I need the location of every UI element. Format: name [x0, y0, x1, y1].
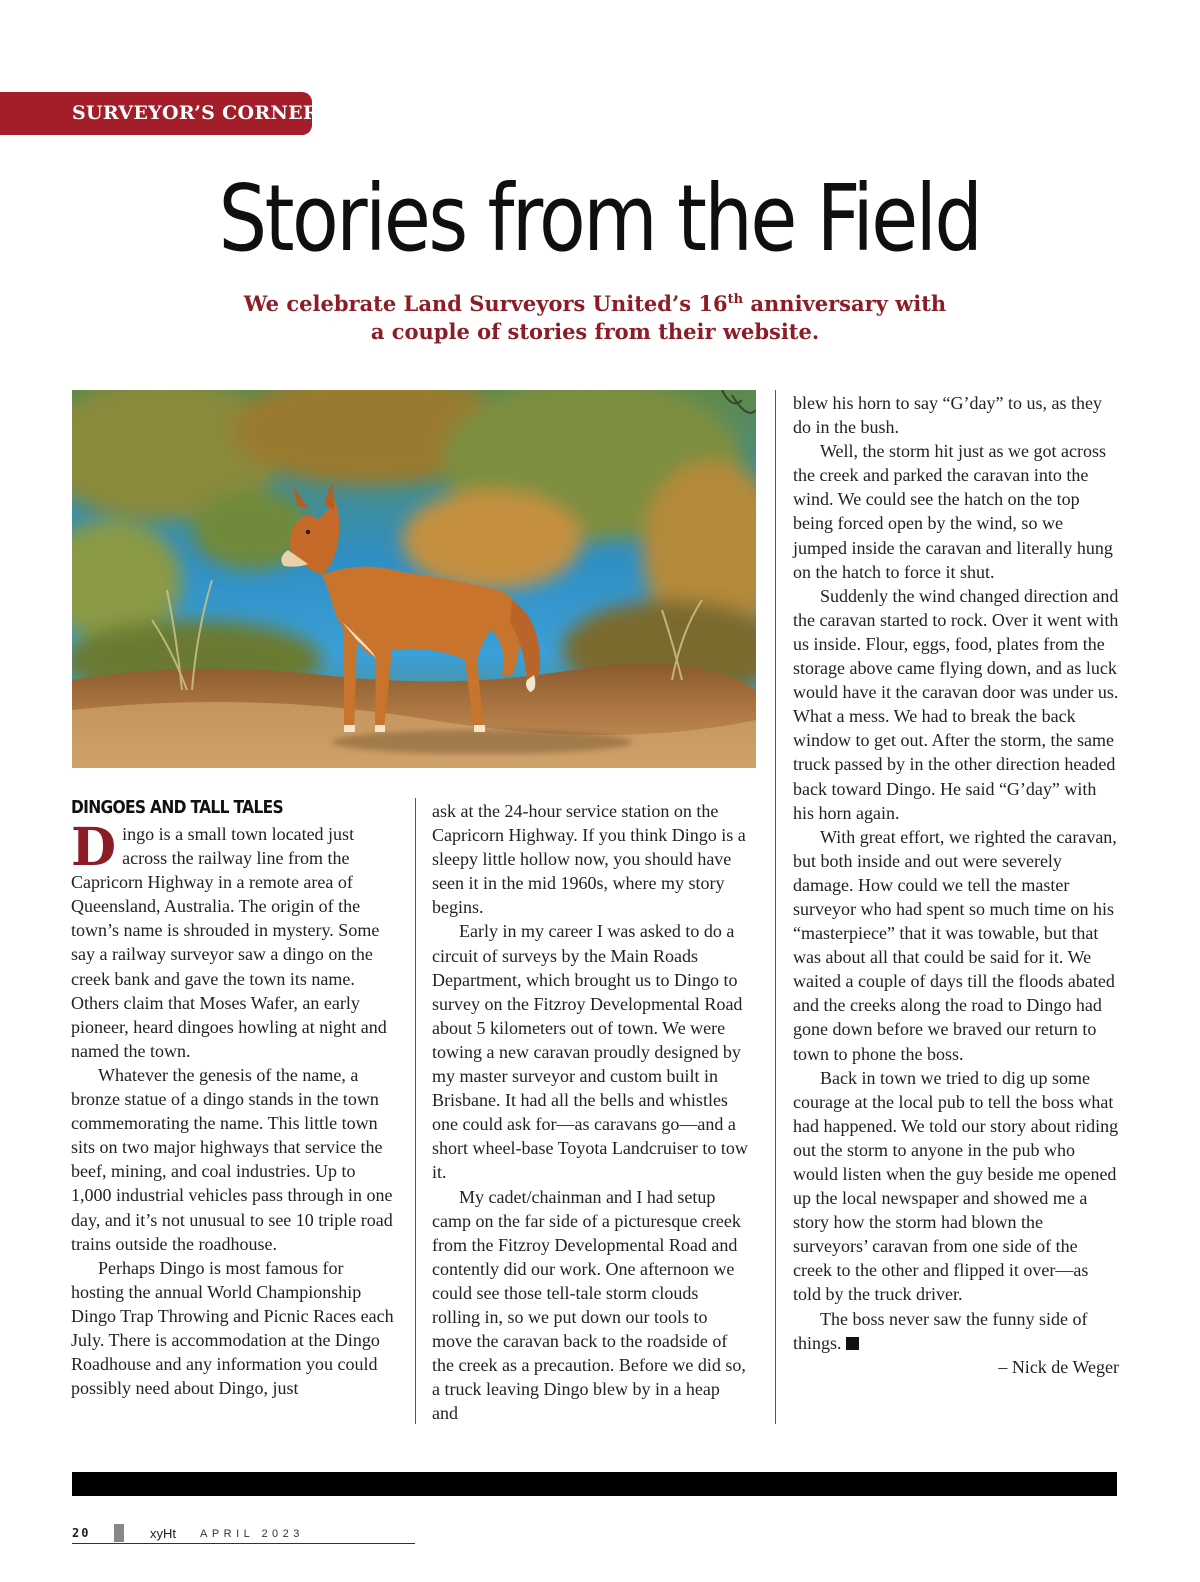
issue-date: APRIL 2023	[200, 1528, 304, 1540]
paragraph: ask at the 24-hour service station on the Capricorn Highway. If you think Dingo is a sleepy little hollow now, you should have seen it in the mid 1960s, where my story begins.	[432, 801, 746, 918]
byline: – Nick de Weger	[998, 1356, 1119, 1377]
paragraph: With great effort, we righted the caravan, but both inside and out were severely damage. How could we tell the master surveyor who had spent so much time on his “masterpiece” that it was towable, but that was about all that could be said for it. We waited a couple of days till the floods abated and the creeks along the road to Dingo had gone down before we braved our return to town to phone the boss.	[793, 826, 1117, 1064]
magazine-name: xyHt	[150, 1526, 176, 1541]
drop-cap: D	[71, 817, 117, 878]
folio-rule	[72, 1543, 415, 1544]
paragraph: Dingo is a small town located just across the railway line from the Capricorn Highway in a remote area of Queensland, Australia. The origin of the town’s name is shrouded in mystery. Some say a railway surveyor saw a dingo on the creek bank and gave the town its name. Others claim that Moses Wafer, an early pioneer, heard dingoes howling at night and named the town.	[71, 817, 387, 1061]
paragraph: My cadet/chainman and I had setup camp on the far side of a picturesque creek from the Fitzroy Developmental Road and contently did our work. One afternoon we could see those tell-tale storm clouds rolling in, so we put down our tools to move the caravan back to the roadside of the creek as a precaution. Before we did so, a truck leaving Dingo blew by in a heap and	[432, 1186, 746, 1424]
article-column-1	[71, 796, 397, 1400]
section-label: SURVEYOR’S CORNER	[0, 92, 312, 135]
article-column-2	[432, 799, 750, 1425]
paragraph: blew his horn to say “G’day” to us, as they do in the bush.	[793, 393, 1102, 438]
paragraph: The boss never saw the funny side of things.	[793, 1308, 1088, 1353]
paragraph: Perhaps Dingo is most famous for hosting the annual World Championship Dingo Trap Throwing and Picnic Races each July. There is accommodation at the Dingo Roadhouse and any information you could possibly need about Dingo, just	[71, 1257, 394, 1399]
end-mark-icon	[846, 1337, 859, 1350]
column-rule-2	[775, 390, 776, 1424]
folio-divider	[114, 1524, 124, 1542]
article-title: Stories from the Field	[218, 165, 981, 272]
column-rule-1	[415, 798, 416, 1424]
article-column-3	[793, 391, 1119, 1379]
dingo-photo	[72, 390, 756, 768]
paragraph: Suddenly the wind changed direction and the caravan started to rock. Over it went with us inside. Flour, eggs, food, plates from the storage above came flying down, and as luck would have it the caravan door was under us. What a mess. We had to break the back window to get out. After the storm, the same truck passed by in the other direction headed back toward Dingo. He said “G’day” with his horn again.	[793, 585, 1119, 823]
paragraph: Early in my career I was asked to do a circuit of surveys by the Main Roads Department, which brought us to Dingo to survey on the Fitzroy Developmental Road about 5 kilometers out of town. We were towing a new caravan proudly designed by my master surveyor and custom built in Brisbane. It had all the bells and whistles one could ask for—as caravans go—and a short wheel-base Toyota Landcruiser to tow it.	[432, 921, 748, 1183]
page-number: 20	[72, 1526, 91, 1540]
article-deck: We celebrate Land Surveyors United’s 16th anniversary with a couple of stories from their website.	[243, 291, 947, 344]
paragraph: Back in town we tried to dig up some courage at the local pub to tell the boss what had happened. We told our story about riding out the storm to anyone in the pub who would listen when the guy beside me opened up the local newspaper and showed me a story how the storm had blown the surveyors’ caravan from one side of the creek to the other and flipped it over—as told by the truck driver.	[793, 1067, 1119, 1305]
footer-bar	[72, 1472, 1117, 1496]
paragraph: Well, the storm hit just as we got across the creek and parked the caravan into the wind. We could see the hatch on the top being forced open by the wind, so we jumped inside the caravan and literally hung on the hatch to force it shut.	[793, 441, 1113, 582]
subhead: DINGOES AND TALL TALES	[71, 797, 283, 818]
paragraph: Whatever the genesis of the name, a bronze statue of a dingo stands in the town commemorating the name. This little town sits on two major highways that service the beef, mining, and coal industries. Up to 1,000 industrial vehicles pass through in one day, and it’s not unusual to see 10 triple road trains outside the roadhouse.	[71, 1064, 393, 1254]
